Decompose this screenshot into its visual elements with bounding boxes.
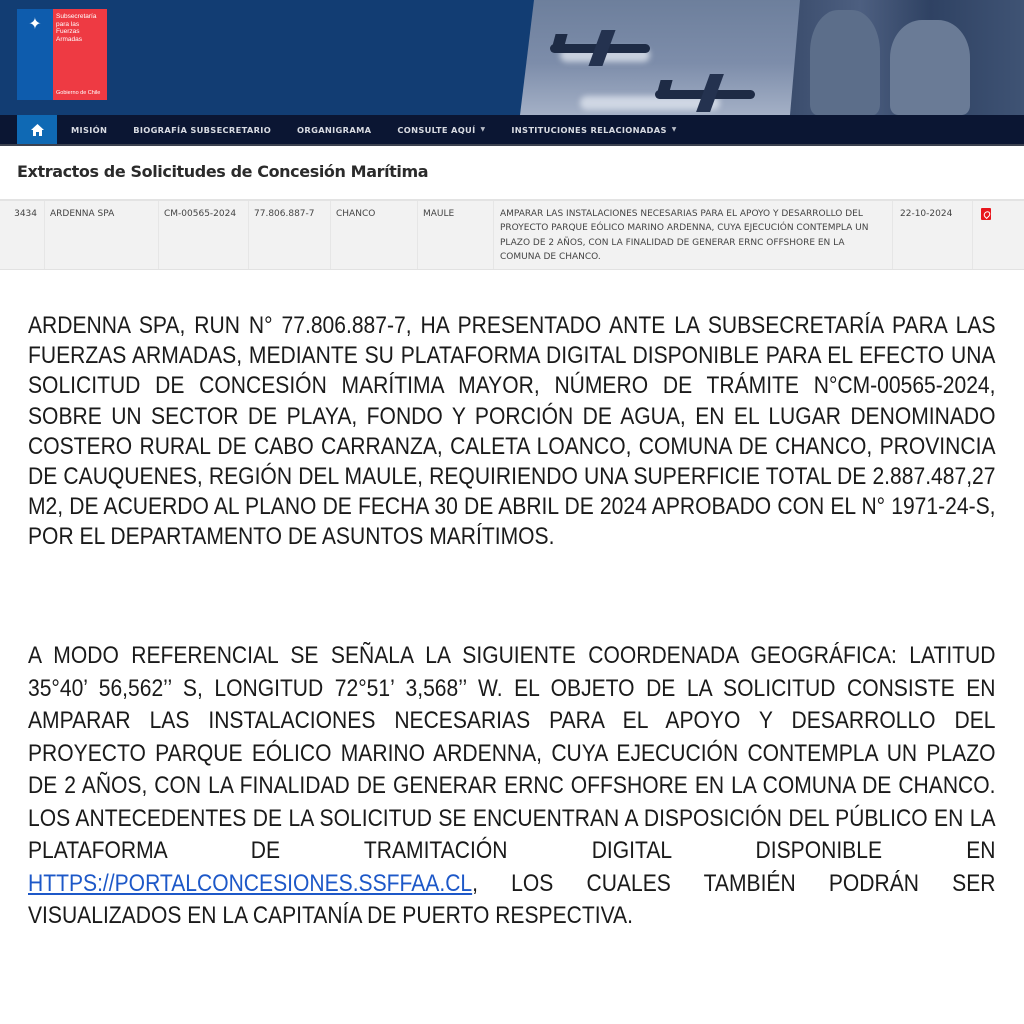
header-banner [0, 0, 1024, 115]
logo-footer: Gobierno de Chile [56, 90, 101, 96]
soldier-image [810, 10, 880, 115]
cell-file [973, 201, 1024, 269]
home-icon [31, 124, 44, 136]
table-row [0, 201, 1024, 270]
main-nav [0, 115, 1024, 146]
nav-item-biografia[interactable]: BIOGRAFÍA SUBSECRETARIO [133, 124, 272, 135]
portal-link[interactable]: HTTPS://PORTALCONCESIONES.SSFFAA.CL [28, 869, 473, 897]
nav-item-instituciones[interactable]: INSTITUCIONES RELACIONADAS ▼ [511, 124, 677, 135]
cell-applicant: ARDENNA SPA [45, 201, 159, 269]
nav-item-consulte-aqui[interactable]: CONSULTE AQUÍ ▼ [397, 124, 486, 135]
banner-soldiers-photo [790, 0, 1024, 115]
chile-coat-of-arms-icon: ✦ [28, 14, 42, 33]
cell-run: 77.806.887-7 [249, 201, 331, 269]
cell-procedure-code: CM-00565-2024 [159, 201, 249, 269]
nav-item-organigrama[interactable]: ORGANIGRAMA [297, 124, 372, 135]
pdf-icon[interactable] [981, 208, 991, 220]
aircraft-image [655, 74, 765, 114]
nav-home-button[interactable] [17, 115, 57, 144]
caret-down-icon: ▼ [480, 126, 486, 133]
extract-paragraph-1: ARDENNA SPA, RUN N° 77.806.887-7, HA PRESENTADO ANTE LA SUBSECRETARÍA PARA LAS FUERZAS ARMADAS, MEDIANTE SU PLATAFORMA DIGITAL DISPONIBLE PARA EL EFECTO UNA SOLICITUD DE CONCESIÓN MARÍTIMA MAYOR, NÚMERO DE TRÁMITE N°CM-00565-2024, SOBRE UN SECTOR DE PLAYA, FONDO Y PORCIÓN DE AGUA, EN EL LUGAR DENOMINADO COSTERO RURAL DE CABO CARRANZA, CALETA LOANCO, COMUNA DE CHANCO, PROVINCIA DE CAUQUENES, REGIÓN DEL MAULE, REQUIRIENDO UNA SUPERFICIE TOTAL DE 2.887.487,27 M2, DE ACUERDO AL PLANO DE FECHA 30 DE ABRIL DE 2024 APROBADO CON EL N° 1971-24-S, POR EL DEPARTAMENTO DE ASUNTOS MARÍTIMOS. [28, 312, 996, 551]
soldier-image [890, 20, 970, 115]
page-title: Extractos de Solicitudes de Concesión Marítima [17, 162, 429, 181]
nav-item-mision[interactable]: MISIÓN [71, 124, 108, 135]
cell-id: 3434 [0, 201, 45, 269]
cell-description: AMPARAR LAS INSTALACIONES NECESARIAS PARA EL APOYO Y DESARROLLO DEL PROYECTO PARQUE EÓLICO MARINO ARDENNA, CUYA EJECUCIÓN CONTEMPLA UN PLAZO DE 2 AÑOS, CON LA FINALIDAD DE GENERAR ERNC OFFSHORE EN LA COMUNA DE CHANCO. [494, 201, 893, 269]
caret-down-icon: ▼ [671, 126, 677, 133]
logo-org-name: Subsecretaría para las Fuerzas Armadas [56, 13, 97, 43]
site-logo[interactable] [17, 9, 107, 100]
cell-date: 22-10-2024 [893, 201, 973, 269]
extract-paragraph-2: A MODO REFERENCIAL SE SEÑALA LA SIGUIENTE COORDENADA GEOGRÁFICA: LATITUD 35°40’ 56,562’’ S, LONGITUD 72°51’ 3,568’’ W. EL OBJETO DE LA SOLICITUD CONSISTE EN AMPARAR LAS INSTALACIONES NECESARIAS PARA EL APOYO Y DESARROLLO DEL PROYECTO PARQUE EÓLICO MARINO ARDENNA, CUYA EJECUCIÓN CONTEMPLA UN PLAZO DE 2 AÑOS, CON LA FINALIDAD DE GENERAR ERNC OFFSHORE EN LA COMUNA DE CHANCO. LOS ANTECEDENTES DE LA SOLICITUD SE ENCUENTRAN A DISPOSICIÓN DEL PÚBLICO EN LA PLATAFORMA DE TRAMITACIÓN DIGITAL DISPONIBLE EN HTTPS://PORTALCONCESIONES.SSFFAA.CL, LOS CUALES TAMBIÉN PODRÁN SER VISUALIZADOS EN LA CAPITANÍA DE PUERTO RESPECTIVA. [28, 642, 996, 929]
aircraft-image [550, 28, 660, 68]
cell-comuna: CHANCO [331, 201, 418, 269]
cell-region: MAULE [418, 201, 494, 269]
